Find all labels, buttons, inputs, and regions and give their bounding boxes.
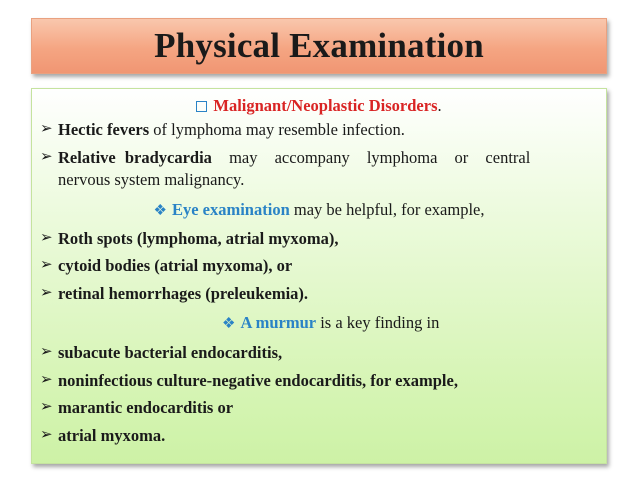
heading-eye-examination: ❖ Eye examination may be helpful, for example, — [153, 200, 485, 219]
arrow-right-icon: ➢ — [40, 121, 53, 137]
bullet-item: ➢ marantic endocarditis or — [40, 398, 234, 417]
bullet-item: ➢ subacute bacterial endocarditis, — [40, 343, 283, 362]
diamond-bullet-icon: ❖ — [153, 203, 167, 219]
bullet-item: ➢ Relative bradycardia may accompany lymphoma or central — [40, 148, 531, 167]
heading-malignant: Malignant/Neoplastic Disorders. — [32, 95, 606, 116]
arrow-right-icon: ➢ — [40, 399, 53, 415]
bullet-item: ➢ cytoid bodies (atrial myxoma), or — [40, 256, 293, 275]
bullet-item: ➢ Hectic fevers of lymphoma may resemble infection. — [40, 120, 405, 139]
title-banner — [31, 18, 607, 74]
arrow-right-icon: ➢ — [40, 427, 53, 443]
arrow-right-icon: ➢ — [40, 230, 53, 246]
arrow-right-icon: ➢ — [40, 344, 53, 360]
checkbox-square-icon — [196, 101, 207, 112]
bullet-item: ➢ retinal hemorrhages (preleukemia). — [40, 284, 309, 303]
bullet-item: ➢ noninfectious culture-negative endocarditis, for example, — [40, 371, 458, 390]
arrow-right-icon: ➢ — [40, 372, 53, 388]
arrow-right-icon: ➢ — [40, 285, 53, 301]
diamond-bullet-icon: ❖ — [222, 316, 236, 332]
content-panel — [31, 88, 607, 464]
bullet-item: ➢ Roth spots (lymphoma, atrial myxoma), — [40, 229, 339, 248]
bullet-item-continuation: nervous system malignancy. — [58, 170, 245, 189]
heading-murmur: ❖ A murmur is a key finding in — [222, 313, 440, 332]
bullet-item: ➢ atrial myxoma. — [40, 426, 166, 445]
arrow-right-icon: ➢ — [40, 149, 53, 165]
page-title: Physical Examination — [154, 26, 484, 65]
arrow-right-icon: ➢ — [40, 257, 53, 273]
